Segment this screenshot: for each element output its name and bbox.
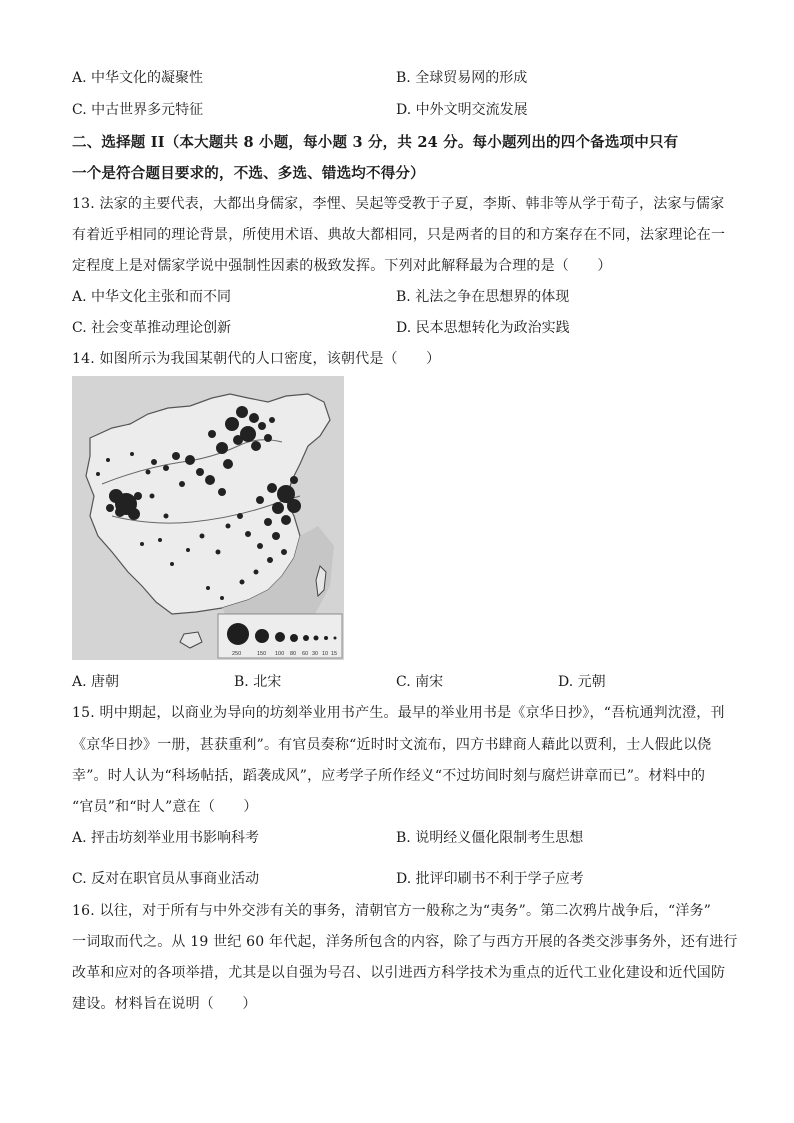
legend-label: 80 [290, 651, 297, 657]
population-density-map [72, 376, 344, 660]
legend-label: 100 [275, 651, 285, 657]
q12-option-a[interactable]: A. 中华文化的凝聚性 [72, 70, 204, 86]
q14-stem: 14. 如图所示为我国某朝代的人口密度，该朝代是（ ） [72, 351, 441, 367]
q15-option-d[interactable]: D. 批评印刷书不利于学子应考 [396, 871, 584, 887]
map-figure [72, 376, 344, 660]
q15-option-b[interactable]: B. 说明经义僵化限制考生思想 [396, 830, 584, 846]
q15-stem-line4: “官员”和“时人”意在（ ） [72, 799, 258, 815]
q14-option-d[interactable]: D. 元朝 [558, 674, 606, 690]
legend-label: 150 [257, 651, 267, 657]
q13-stem-line1: 13. 法家的主要代表，大都出身儒家，李悝、吴起等受教于子夏，李斯、韩非等从学于荀子，法家与儒家 [72, 196, 725, 212]
q16-stem-line2: 一词取而代之。从 19 世纪 60 年代起，洋务所包含的内容，除了与西方开展的各类交涉事务外，还有进行 [72, 934, 738, 950]
q13-stem-line3: 定程度上是对儒家学说中强制性因素的极致发挥。下列对此解释最为合理的是（ ） [72, 258, 612, 274]
section2-heading-line2: 一个是符合题目要求的，不选、多选、错选均不得分） [72, 165, 425, 182]
legend-label: 30 [312, 651, 319, 657]
q12-option-b[interactable]: B. 全球贸易网的形成 [396, 70, 528, 86]
q15-stem-line2: 《京华日抄》一册，甚获重利”。有官员奏称“近时时文流布，四方书肆商人藉此以贾利，士人假此以侥 [72, 737, 712, 753]
q14-option-a[interactable]: A. 唐朝 [72, 674, 120, 690]
q13-stem-line2: 有着近乎相同的理论背景，所使用术语、典故大都相同，只是两者的目的和方案存在不同，法家理论在一 [72, 227, 726, 243]
q13-option-c[interactable]: C. 社会变革推动理论创新 [72, 320, 232, 336]
legend-label: 250 [232, 651, 242, 657]
q16-stem-line4: 建设。材料旨在说明（ ） [72, 996, 257, 1012]
q13-option-b[interactable]: B. 礼法之争在思想界的体现 [396, 289, 570, 305]
q13-option-d[interactable]: D. 民本思想转化为政治实践 [396, 320, 570, 336]
legend-label: 60 [302, 651, 309, 657]
q15-stem-line3: 幸”。时人认为“科场帖括，蹈袭成风”，应考学子所作经义“不过坊间时刻与腐烂讲章而已”。材料中的 [72, 768, 706, 784]
q15-option-c[interactable]: C. 反对在职官员从事商业活动 [72, 871, 260, 887]
q15-stem-line1: 15. 明中期起，以商业为导向的坊刻举业用书产生。最早的举业用书是《京华日抄》，“吾杭通判沈澄，刊 [72, 705, 725, 721]
q14-option-b[interactable]: B. 北宋 [234, 674, 282, 690]
legend-label: 10 [322, 651, 329, 657]
legend-label: 15 [331, 651, 338, 657]
q16-stem-line3: 改革和应对的各项举措，尤其是以自强为号召、以引进西方科学技术为重点的近代工业化建设和近代国防 [72, 965, 726, 981]
q15-option-a[interactable]: A. 抨击坊刻举业用书影响科考 [72, 830, 260, 846]
q16-stem-line1: 16. 以往，对于所有与中外交涉有关的事务，清朝官方一般称之为“夷务”。第二次鸦片战争后，“洋务” [72, 903, 712, 919]
q12-option-d[interactable]: D. 中外文明交流发展 [396, 102, 528, 118]
q13-option-a[interactable]: A. 中华文化主张和而不同 [72, 289, 232, 305]
q12-option-c[interactable]: C. 中古世界多元特征 [72, 102, 204, 118]
q14-option-c[interactable]: C. 南宋 [396, 674, 444, 690]
section2-heading-line1: 二、选择题 II（本大题共 8 小题，每小题 3 分，共 24 分。每小题列出的四个备选项中只有 [72, 134, 679, 151]
